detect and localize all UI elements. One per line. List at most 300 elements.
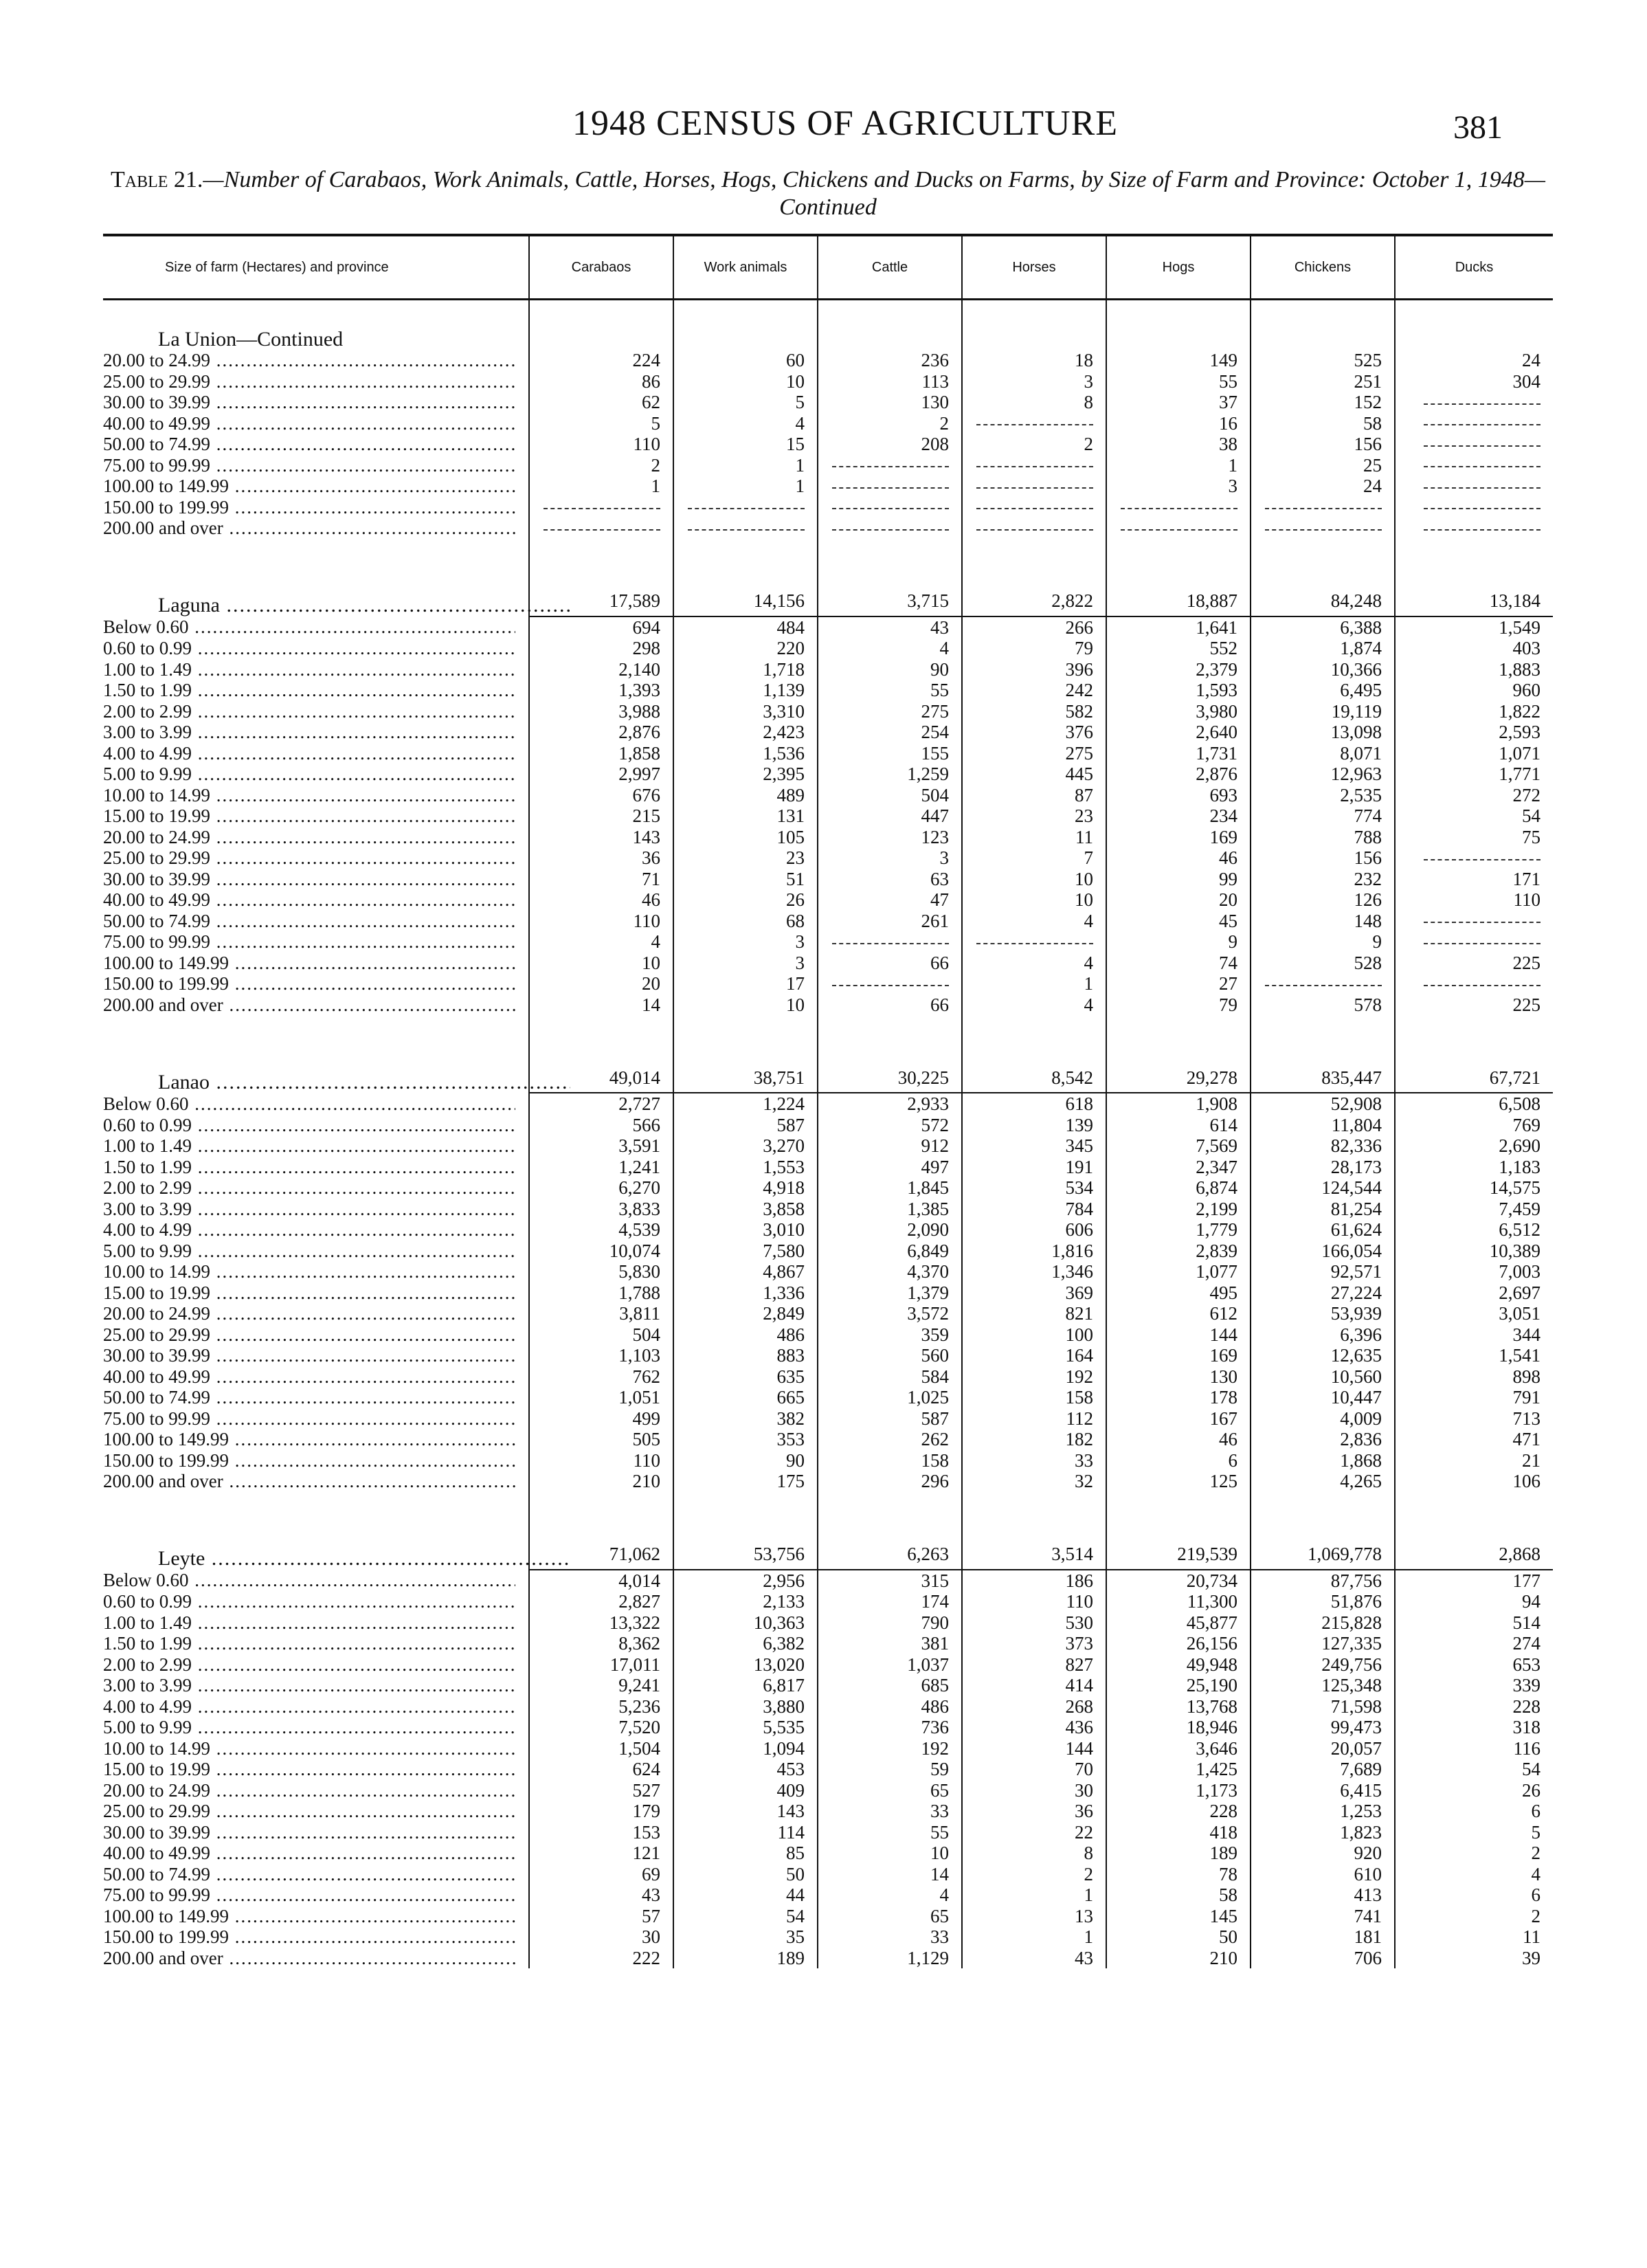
spacer-row bbox=[103, 1492, 1553, 1511]
table-cell-value: 676 bbox=[529, 785, 673, 806]
table-cell-value: 131 bbox=[673, 805, 818, 827]
farm-size-label: 40.00 to 49.99 ..... bbox=[103, 889, 515, 911]
table-cell-value: 14 bbox=[529, 994, 673, 1016]
empty-value bbox=[962, 518, 1106, 539]
table-cell-value: 1,549 bbox=[1395, 616, 1553, 638]
table-cell-value: 2 bbox=[962, 1864, 1106, 1885]
spacer-cell bbox=[1251, 539, 1395, 558]
table-cell-value: 7,569 bbox=[1106, 1135, 1251, 1157]
table-cell-value: 2 bbox=[1395, 1843, 1553, 1864]
row-label-cell bbox=[103, 931, 529, 953]
table-cell-value: 1,336 bbox=[673, 1282, 818, 1304]
table-cell-value: 534 bbox=[962, 1177, 1106, 1199]
table-cell-value: 504 bbox=[818, 785, 962, 806]
table-cell-value: 90 bbox=[673, 1450, 818, 1471]
table-cell-value: 19,119 bbox=[1251, 701, 1395, 722]
table-cell-value: 8 bbox=[962, 392, 1106, 413]
row-label-cell bbox=[103, 1157, 529, 1178]
table-cell-value: 499 bbox=[529, 1408, 673, 1430]
table-cell-value: 45 bbox=[1106, 911, 1251, 932]
table-cell-value: 653 bbox=[1395, 1654, 1553, 1676]
spacer-row bbox=[103, 1015, 1553, 1034]
table-cell-value: 912 bbox=[818, 1135, 962, 1157]
farm-size-label: 4.00 to 4.99 ..... bbox=[103, 743, 515, 764]
table-cell-value: 94 bbox=[1395, 1591, 1553, 1612]
table-cell-value: 3,310 bbox=[673, 701, 818, 722]
dash-placeholder bbox=[1424, 859, 1540, 860]
table-cell-value: 210 bbox=[1106, 1948, 1251, 1969]
dash-placeholder bbox=[688, 529, 805, 531]
table-cell-value: 5 bbox=[529, 413, 673, 434]
table-cell-value: 920 bbox=[1251, 1843, 1395, 1864]
table-cell-value: 1,425 bbox=[1106, 1759, 1251, 1780]
row-label-cell bbox=[103, 1654, 529, 1676]
empty-value bbox=[529, 497, 673, 518]
table-row bbox=[103, 616, 1553, 638]
table-row bbox=[103, 1177, 1553, 1199]
table-cell-value: 7,580 bbox=[673, 1241, 818, 1262]
row-label-cell bbox=[103, 1093, 529, 1115]
table-cell-value: 3,646 bbox=[1106, 1738, 1251, 1759]
table-cell-value: 2,839 bbox=[1106, 1241, 1251, 1262]
total-value: 53,756 bbox=[673, 1511, 818, 1570]
farm-size-label: 25.00 to 29.99 ..... bbox=[103, 847, 515, 869]
province-name: Leyte ..... bbox=[103, 1548, 570, 1570]
table-cell-value: 228 bbox=[1106, 1801, 1251, 1822]
table-cell-value: 39 bbox=[1395, 1948, 1553, 1969]
table-cell-value: 143 bbox=[529, 827, 673, 848]
row-label-cell bbox=[103, 1885, 529, 1906]
table-cell-value: 489 bbox=[673, 785, 818, 806]
table-cell-value: 10,074 bbox=[529, 1241, 673, 1262]
table-cell-value: 12,635 bbox=[1251, 1345, 1395, 1366]
total-value: 49,014 bbox=[529, 1034, 673, 1093]
province-name: Lanao ..... bbox=[103, 1072, 570, 1093]
row-label-cell bbox=[103, 1324, 529, 1346]
table-cell-value: 396 bbox=[962, 659, 1106, 680]
table-cell-value: 33 bbox=[818, 1926, 962, 1948]
table-cell-value: 1,139 bbox=[673, 680, 818, 701]
dash-placeholder bbox=[832, 943, 949, 944]
row-label-cell bbox=[103, 994, 529, 1016]
dash-placeholder bbox=[976, 529, 1093, 531]
table-cell-value: 87,756 bbox=[1251, 1570, 1395, 1592]
farm-size-label: Below 0.60 ..... bbox=[103, 1093, 515, 1115]
table-row bbox=[103, 1241, 1553, 1262]
farm-size-label: 150.00 to 199.99 ..... bbox=[103, 973, 515, 994]
row-label-cell bbox=[103, 476, 529, 497]
table-cell-value: 28,173 bbox=[1251, 1157, 1395, 1178]
empty-value bbox=[962, 455, 1106, 476]
table-cell-value: 110 bbox=[529, 434, 673, 455]
column-header: Work animals bbox=[673, 235, 818, 300]
table-cell-value: 2,395 bbox=[673, 764, 818, 785]
empty-value bbox=[1395, 455, 1553, 476]
table-cell-value: 262 bbox=[818, 1429, 962, 1450]
table-cell-value: 1,731 bbox=[1106, 743, 1251, 764]
table-cell-value: 2,933 bbox=[818, 1093, 962, 1115]
empty-cell bbox=[529, 300, 673, 351]
dash-placeholder bbox=[1424, 529, 1540, 531]
table-cell-value: 53,939 bbox=[1251, 1303, 1395, 1324]
table-cell-value: 741 bbox=[1251, 1906, 1395, 1927]
table-cell-value: 298 bbox=[529, 638, 673, 659]
dash-placeholder bbox=[976, 487, 1093, 489]
table-cell-value: 10,363 bbox=[673, 1612, 818, 1634]
table-cell-value: 7,459 bbox=[1395, 1199, 1553, 1220]
farm-size-label: 150.00 to 199.99 ..... bbox=[103, 1450, 515, 1471]
row-label-cell bbox=[103, 1717, 529, 1738]
table-cell-value: 2,140 bbox=[529, 659, 673, 680]
table-cell-value: 3 bbox=[962, 371, 1106, 392]
table-row bbox=[103, 847, 1553, 869]
farm-size-label: 40.00 to 49.99 ..... bbox=[103, 1843, 515, 1864]
total-value: 29,278 bbox=[1106, 1034, 1251, 1093]
table-cell-value: 484 bbox=[673, 616, 818, 638]
table-row bbox=[103, 764, 1553, 785]
farm-size-label: 20.00 to 24.99 ..... bbox=[103, 827, 515, 848]
dash-placeholder bbox=[1424, 508, 1540, 509]
table-cell-value: 784 bbox=[962, 1199, 1106, 1220]
farm-size-label: 1.50 to 1.99 ..... bbox=[103, 680, 515, 701]
table-cell-value: 409 bbox=[673, 1780, 818, 1801]
table-cell-value: 158 bbox=[962, 1387, 1106, 1408]
spacer-cell bbox=[529, 539, 673, 558]
table-cell-value: 344 bbox=[1395, 1324, 1553, 1346]
row-label-cell bbox=[103, 300, 529, 351]
table-cell-value: 1,051 bbox=[529, 1387, 673, 1408]
table-cell-value: 38 bbox=[1106, 434, 1251, 455]
table-cell-value: 152 bbox=[1251, 392, 1395, 413]
empty-value bbox=[818, 455, 962, 476]
table-cell-value: 1,553 bbox=[673, 1157, 818, 1178]
table-cell-value: 54 bbox=[1395, 805, 1553, 827]
row-label-cell bbox=[103, 1429, 529, 1450]
table-cell-value: 99,473 bbox=[1251, 1717, 1395, 1738]
spacer-cell bbox=[673, 539, 818, 558]
spacer-cell bbox=[818, 1015, 962, 1034]
table-cell-value: 1,593 bbox=[1106, 680, 1251, 701]
empty-value bbox=[1395, 476, 1553, 497]
table-row bbox=[103, 1219, 1553, 1241]
table-cell-value: 762 bbox=[529, 1366, 673, 1388]
spacer-cell bbox=[1395, 539, 1553, 558]
farm-size-label: 25.00 to 29.99 ..... bbox=[103, 1801, 515, 1822]
empty-value bbox=[962, 497, 1106, 518]
table-cell-value: 228 bbox=[1395, 1696, 1553, 1717]
total-value: 6,263 bbox=[818, 1511, 962, 1570]
table-cell-value: 78 bbox=[1106, 1864, 1251, 1885]
province-total-row bbox=[103, 558, 1553, 616]
table-cell-value: 10 bbox=[962, 869, 1106, 890]
table-cell-value: 45,877 bbox=[1106, 1612, 1251, 1634]
table-cell-value: 1,253 bbox=[1251, 1801, 1395, 1822]
table-cell-value: 1,718 bbox=[673, 659, 818, 680]
table-cell-value: 121 bbox=[529, 1843, 673, 1864]
table-cell-value: 232 bbox=[1251, 869, 1395, 890]
table-cell-value: 54 bbox=[1395, 1759, 1553, 1780]
empty-value bbox=[818, 931, 962, 953]
table-cell-value: 37 bbox=[1106, 392, 1251, 413]
row-label-cell bbox=[103, 1282, 529, 1304]
table-cell-value: 471 bbox=[1395, 1429, 1553, 1450]
table-caption bbox=[103, 166, 1553, 221]
table-cell-value: 275 bbox=[818, 701, 962, 722]
table-cell-value: 236 bbox=[818, 350, 962, 371]
table-cell-value: 369 bbox=[962, 1282, 1106, 1304]
table-cell-value: 3,988 bbox=[529, 701, 673, 722]
farm-size-label: 150.00 to 199.99 ..... bbox=[103, 1926, 515, 1948]
column-header: Chickens bbox=[1251, 235, 1395, 300]
row-label-cell bbox=[103, 1948, 529, 1969]
empty-value bbox=[1395, 518, 1553, 539]
table-cell-value: 1,779 bbox=[1106, 1219, 1251, 1241]
table-cell-value: 268 bbox=[962, 1696, 1106, 1717]
table-cell-value: 1 bbox=[962, 1885, 1106, 1906]
table-cell-value: 166,054 bbox=[1251, 1241, 1395, 1262]
table-cell-value: 1,025 bbox=[818, 1387, 962, 1408]
table-cell-value: 25,190 bbox=[1106, 1675, 1251, 1696]
table-cell-value: 30 bbox=[962, 1780, 1106, 1801]
dash-placeholder bbox=[976, 466, 1093, 467]
table-cell-value: 143 bbox=[673, 1801, 818, 1822]
table-cell-value: 106 bbox=[1395, 1471, 1553, 1492]
empty-value bbox=[1251, 518, 1395, 539]
table-row bbox=[103, 1612, 1553, 1634]
table-cell-value: 527 bbox=[529, 1780, 673, 1801]
table-cell-value: 2 bbox=[962, 434, 1106, 455]
farm-size-label: 1.00 to 1.49 ..... bbox=[103, 1135, 515, 1157]
table-cell-value: 11 bbox=[962, 827, 1106, 848]
table-cell-value: 2,535 bbox=[1251, 785, 1395, 806]
table-cell-value: 381 bbox=[818, 1633, 962, 1654]
row-label-cell bbox=[103, 1759, 529, 1780]
table-row bbox=[103, 722, 1553, 743]
table-cell-value: 1,103 bbox=[529, 1345, 673, 1366]
table-cell-value: 2,827 bbox=[529, 1591, 673, 1612]
table-cell-value: 225 bbox=[1395, 994, 1553, 1016]
table-caption-text: —Number of Carabaos, Work Animals, Cattle, Horses, Hogs, Chickens and Ducks on Farms, by Size of Farm and Province: October 1, 1948—Continued bbox=[203, 167, 1546, 220]
table-cell-value: 10 bbox=[962, 889, 1106, 911]
row-label-cell bbox=[103, 1034, 529, 1093]
table-cell-value: 1,173 bbox=[1106, 1780, 1251, 1801]
table-cell-value: 79 bbox=[1106, 994, 1251, 1016]
table-cell-value: 1,822 bbox=[1395, 701, 1553, 722]
table-cell-value: 222 bbox=[529, 1948, 673, 1969]
empty-cell bbox=[962, 300, 1106, 351]
total-value: 1,069,778 bbox=[1251, 1511, 1395, 1570]
table-cell-value: 24 bbox=[1395, 350, 1553, 371]
table-row bbox=[103, 1324, 1553, 1346]
spacer-cell bbox=[1395, 1015, 1553, 1034]
row-label-cell bbox=[103, 869, 529, 890]
table-cell-value: 10 bbox=[529, 953, 673, 974]
table-cell-value: 14 bbox=[818, 1864, 962, 1885]
table-cell-value: 124,544 bbox=[1251, 1177, 1395, 1199]
total-value: 71,062 bbox=[529, 1511, 673, 1570]
farm-size-label: 4.00 to 4.99 ..... bbox=[103, 1696, 515, 1717]
table-cell-value: 9,241 bbox=[529, 1675, 673, 1696]
table-cell-value: 497 bbox=[818, 1157, 962, 1178]
table-cell-value: 3,811 bbox=[529, 1303, 673, 1324]
dash-placeholder bbox=[832, 529, 949, 531]
table-cell-value: 3,572 bbox=[818, 1303, 962, 1324]
census-table bbox=[103, 234, 1553, 1968]
row-label-cell bbox=[103, 518, 529, 539]
dash-placeholder bbox=[1424, 466, 1540, 467]
dash-placeholder bbox=[1424, 424, 1540, 425]
table-cell-value: 5 bbox=[673, 392, 818, 413]
table-cell-value: 1 bbox=[529, 476, 673, 497]
table-cell-value: 2,956 bbox=[673, 1570, 818, 1592]
table-cell-value: 694 bbox=[529, 616, 673, 638]
table-row bbox=[103, 1135, 1553, 1157]
row-label-cell bbox=[103, 558, 529, 616]
table-cell-value: 1 bbox=[962, 973, 1106, 994]
table-cell-value: 4,918 bbox=[673, 1177, 818, 1199]
table-cell-value: 1,077 bbox=[1106, 1261, 1251, 1282]
total-value: 8,542 bbox=[962, 1034, 1106, 1093]
table-cell-value: 373 bbox=[962, 1633, 1106, 1654]
table-cell-value: 635 bbox=[673, 1366, 818, 1388]
table-cell-value: 2 bbox=[529, 455, 673, 476]
table-cell-value: 376 bbox=[962, 722, 1106, 743]
table-cell-value: 769 bbox=[1395, 1115, 1553, 1136]
farm-size-label: 5.00 to 9.99 ..... bbox=[103, 764, 515, 785]
farm-size-label: 75.00 to 99.99 ..... bbox=[103, 455, 515, 476]
dash-placeholder bbox=[976, 424, 1093, 425]
table-cell-value: 1,788 bbox=[529, 1282, 673, 1304]
table-cell-value: 54 bbox=[673, 1906, 818, 1927]
table-cell-value: 883 bbox=[673, 1345, 818, 1366]
table-cell-value: 1,541 bbox=[1395, 1345, 1553, 1366]
farm-size-label: 30.00 to 39.99 ..... bbox=[103, 392, 515, 413]
table-cell-value: 63 bbox=[818, 869, 962, 890]
farm-size-label: 200.00 and over ..... bbox=[103, 1471, 515, 1492]
table-cell-value: 55 bbox=[818, 680, 962, 701]
dash-placeholder bbox=[1424, 487, 1540, 489]
table-cell-value: 6 bbox=[1395, 1801, 1553, 1822]
farm-size-label: 25.00 to 29.99 ..... bbox=[103, 371, 515, 392]
table-cell-value: 2,379 bbox=[1106, 659, 1251, 680]
table-body bbox=[103, 300, 1553, 1969]
row-label-cell bbox=[103, 805, 529, 827]
farm-size-label: 0.60 to 0.99 ..... bbox=[103, 638, 515, 659]
table-cell-value: 827 bbox=[962, 1654, 1106, 1676]
table-cell-value: 251 bbox=[1251, 371, 1395, 392]
table-cell-value: 16 bbox=[1106, 413, 1251, 434]
dash-placeholder bbox=[1265, 508, 1382, 509]
table-row bbox=[103, 1948, 1553, 1969]
table-cell-value: 587 bbox=[818, 1408, 962, 1430]
row-label-cell bbox=[103, 1199, 529, 1220]
farm-size-label: 50.00 to 74.99 ..... bbox=[103, 911, 515, 932]
farm-size-label: 2.00 to 2.99 ..... bbox=[103, 701, 515, 722]
table-cell-value: 272 bbox=[1395, 785, 1553, 806]
dash-placeholder bbox=[1424, 403, 1540, 405]
table-cell-value: 560 bbox=[818, 1345, 962, 1366]
row-label-cell bbox=[103, 1843, 529, 1864]
dash-placeholder bbox=[544, 508, 660, 509]
table-cell-value: 90 bbox=[818, 659, 962, 680]
farm-size-label: 100.00 to 149.99 ..... bbox=[103, 1906, 515, 1927]
table-row bbox=[103, 371, 1553, 392]
farm-size-label: 50.00 to 74.99 ..... bbox=[103, 1387, 515, 1408]
table-cell-value: 2,876 bbox=[529, 722, 673, 743]
table-cell-value: 7 bbox=[962, 847, 1106, 869]
table-cell-value: 43 bbox=[529, 1885, 673, 1906]
empty-value bbox=[818, 518, 962, 539]
table-cell-value: 261 bbox=[818, 911, 962, 932]
table-row bbox=[103, 455, 1553, 476]
row-label-cell bbox=[103, 350, 529, 371]
table-cell-value: 6,270 bbox=[529, 1177, 673, 1199]
table-row bbox=[103, 1822, 1553, 1843]
empty-value bbox=[673, 518, 818, 539]
spacer-cell bbox=[962, 1492, 1106, 1511]
table-cell-value: 1,183 bbox=[1395, 1157, 1553, 1178]
row-label-cell bbox=[103, 764, 529, 785]
table-cell-value: 8 bbox=[962, 1843, 1106, 1864]
table-cell-value: 2,593 bbox=[1395, 722, 1553, 743]
table-cell-value: 2,836 bbox=[1251, 1429, 1395, 1450]
table-row bbox=[103, 680, 1553, 701]
table-cell-value: 4 bbox=[529, 931, 673, 953]
farm-size-label: Below 0.60 ..... bbox=[103, 1570, 515, 1591]
table-cell-value: 13 bbox=[962, 1906, 1106, 1927]
table-cell-value: 182 bbox=[962, 1429, 1106, 1450]
empty-value bbox=[1106, 497, 1251, 518]
section-heading-row bbox=[103, 300, 1553, 351]
table-cell-value: 6,874 bbox=[1106, 1177, 1251, 1199]
table-cell-value: 114 bbox=[673, 1822, 818, 1843]
dash-placeholder bbox=[1121, 508, 1237, 509]
table-row bbox=[103, 1926, 1553, 1948]
column-header: Horses bbox=[962, 235, 1106, 300]
empty-value bbox=[529, 518, 673, 539]
total-value: 84,248 bbox=[1251, 558, 1395, 616]
empty-value bbox=[1395, 911, 1553, 932]
row-label-cell bbox=[103, 1675, 529, 1696]
row-label-cell bbox=[103, 497, 529, 518]
table-cell-value: 4 bbox=[962, 994, 1106, 1016]
table-cell-value: 453 bbox=[673, 1759, 818, 1780]
row-label-cell bbox=[103, 1135, 529, 1157]
empty-value bbox=[818, 476, 962, 497]
table-cell-value: 55 bbox=[818, 1822, 962, 1843]
table-cell-value: 1,379 bbox=[818, 1282, 962, 1304]
empty-value bbox=[818, 497, 962, 518]
column-header: Ducks bbox=[1395, 235, 1553, 300]
table-cell-value: 4,009 bbox=[1251, 1408, 1395, 1430]
table-cell-value: 23 bbox=[962, 805, 1106, 827]
farm-size-label: 3.00 to 3.99 ..... bbox=[103, 722, 515, 743]
dash-placeholder bbox=[1424, 943, 1540, 944]
table-row bbox=[103, 1450, 1553, 1471]
table-cell-value: 2,727 bbox=[529, 1093, 673, 1115]
page-number: 381 bbox=[1453, 109, 1503, 146]
spacer-cell bbox=[1251, 1015, 1395, 1034]
table-cell-value: 1,823 bbox=[1251, 1822, 1395, 1843]
row-label-cell bbox=[103, 743, 529, 764]
table-cell-value: 215 bbox=[529, 805, 673, 827]
table-cell-value: 36 bbox=[529, 847, 673, 869]
table-row bbox=[103, 1759, 1553, 1780]
table-cell-value: 8,362 bbox=[529, 1633, 673, 1654]
spacer-cell bbox=[103, 539, 529, 558]
dash-placeholder bbox=[832, 508, 949, 509]
table-cell-value: 139 bbox=[962, 1115, 1106, 1136]
